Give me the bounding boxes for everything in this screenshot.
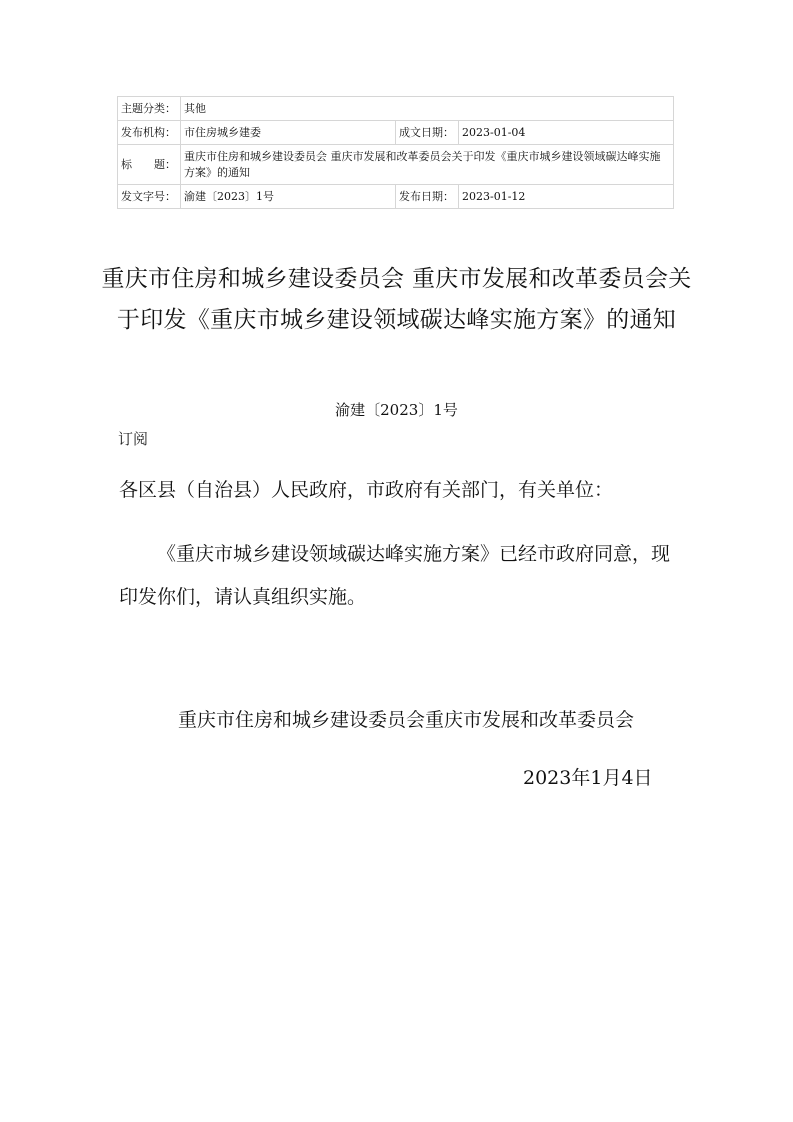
signing-date: 2023年1月4日 — [523, 767, 653, 789]
issuer-label: 发布机构： — [118, 121, 181, 145]
title-label: 标 题： — [118, 145, 181, 185]
body-paragraph: 《重庆市城乡建设领域碳达峰实施方案》已经市政府同意，现印发你们，请认真组织实施。 — [119, 543, 671, 608]
metadata-row-issuer — [118, 121, 674, 145]
subscribe-link[interactable]: 订阅 — [118, 430, 149, 448]
publish-date-value: 2023-01-12 — [459, 185, 674, 209]
publish-date-label: 发布日期： — [396, 185, 459, 209]
doc-number-label: 发文字号： — [118, 185, 181, 209]
topic-value: 其他 — [181, 97, 674, 121]
signatory: 重庆市住房和城乡建设委员会重庆市发展和改革委员会 — [178, 709, 635, 731]
metadata-row-doc-number — [118, 185, 674, 209]
topic-label: 主题分类： — [118, 97, 181, 121]
metadata-row-topic — [118, 97, 674, 121]
addressee-line: 各区县（自治县）人民政府，市政府有关部门，有关单位： — [119, 479, 614, 501]
metadata-row-title — [118, 145, 674, 185]
issuer-value: 市住房城乡建委 — [181, 121, 396, 145]
document-metadata-table — [117, 96, 674, 209]
document-number: 渝建〔2023〕1号 — [335, 401, 458, 419]
written-date-value: 2023-01-04 — [459, 121, 674, 145]
title-value: 重庆市住房和城乡建设委员会 重庆市发展和改革委员会关于印发《重庆市城乡建设领域碳达峰实施方案》的通知 — [181, 145, 674, 185]
doc-number-value: 渝建〔2023〕1号 — [181, 185, 396, 209]
written-date-label: 成文日期： — [396, 121, 459, 145]
document-title: 重庆市住房和城乡建设委员会 重庆市发展和改革委员会关于印发《重庆市城乡建设领域碳达峰实施方案》的通知 — [101, 266, 692, 333]
